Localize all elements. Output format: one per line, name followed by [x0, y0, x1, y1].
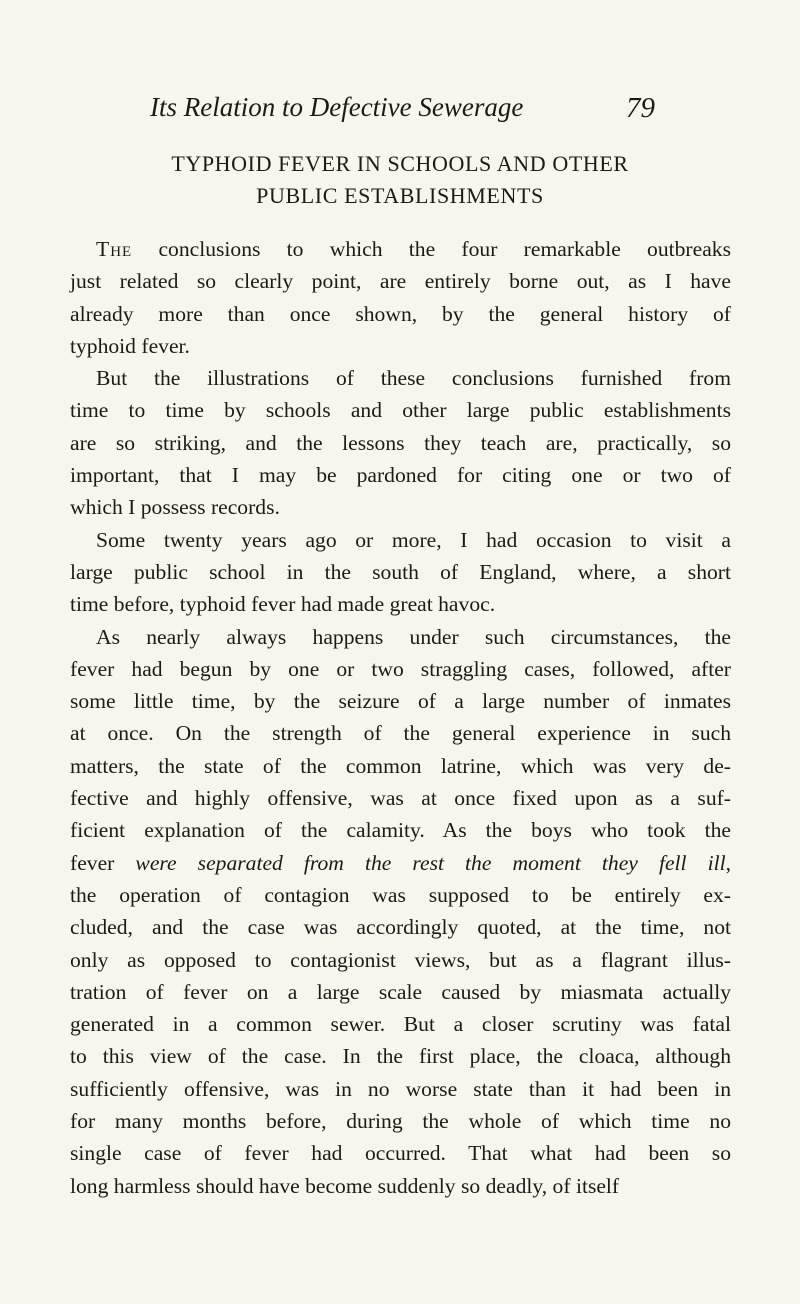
chapter-heading-line: PUBLIC ESTABLISHMENTS [256, 183, 544, 208]
paragraph [70, 233, 731, 362]
text-line: large public school in the south of England, where, a short [70, 559, 731, 584]
running-head [150, 92, 655, 132]
paragraph [70, 362, 731, 523]
chapter-heading-line: TYPHOID FEVER IN SCHOOLS AND OTHER [171, 151, 629, 176]
text-line: matters, the state of the common latrine, which was very de- [70, 753, 731, 778]
text-line: As nearly always happens under such circumstances, the [96, 624, 731, 649]
text-line: cluded, and the case was accordingly quoted, at the time, not [70, 915, 731, 940]
text-line: already more than once shown, by the general history of [70, 301, 731, 326]
text-line: single case of fever had occurred. That what had been so [70, 1141, 731, 1166]
text-line: long harmless should have become suddenly so deadly, of itself [70, 1173, 620, 1198]
text-line: for many months before, during the whole of which time no [70, 1109, 731, 1134]
text-line: The conclusions to which the four remarkable outbreaks [96, 237, 731, 261]
paragraph [70, 524, 731, 621]
text-line: only as opposed to contagionist views, but as a flagrant illus- [70, 947, 731, 972]
text-line: typhoid fever. [70, 333, 190, 358]
text-line: are so striking, and the lessons they teach are, practically, so [70, 430, 731, 455]
text-line: which I possess records. [70, 495, 280, 520]
text-line: generated in a common sewer. But a closer scrutiny was fatal [70, 1012, 731, 1037]
page-number: 79 [626, 92, 655, 124]
text-line: fever had begun by one or two straggling cases, followed, after [70, 656, 731, 681]
text-line: ficient explanation of the calamity. As the boys who took the [70, 818, 731, 843]
text-line: just related so clearly point, are entirely borne out, as I have [70, 269, 731, 294]
text-line: the operation of contagion was supposed to be entirely ex- [70, 882, 731, 907]
text-line: fever were separated from the rest the moment they fell ill, [70, 850, 731, 875]
text-line: at once. On the strength of the general experience in such [70, 721, 731, 746]
italic-emphasis: were separated from the rest the moment they fell ill [135, 850, 726, 875]
text-line: But the illustrations of these conclusions furnished from [96, 366, 731, 391]
text-line: to this view of the case. In the first place, the cloaca, although [70, 1044, 731, 1069]
running-title: Its Relation to Defective Sewerage [150, 92, 524, 122]
text-line: some little time, by the seizure of a large number of inmates [70, 689, 731, 714]
text-line: important, that I may be pardoned for citing one or two of [70, 463, 731, 488]
text-line: sufficiently offensive, was in no worse state than it had been in [70, 1076, 731, 1101]
text-line: tration of fever on a large scale caused by miasmata actually [70, 979, 731, 1004]
chapter-heading [70, 148, 730, 212]
paragraph [70, 621, 731, 1202]
text-line: time to time by schools and other large public establishments [70, 398, 731, 423]
text-line: time before, typhoid fever had made great havoc. [70, 592, 496, 617]
body-text [70, 233, 731, 1202]
lead-word: The [96, 237, 133, 261]
text-line: fective and highly offensive, was at once fixed upon as a suf- [70, 786, 731, 811]
text-line: Some twenty years ago or more, I had occasion to visit a [96, 527, 731, 552]
